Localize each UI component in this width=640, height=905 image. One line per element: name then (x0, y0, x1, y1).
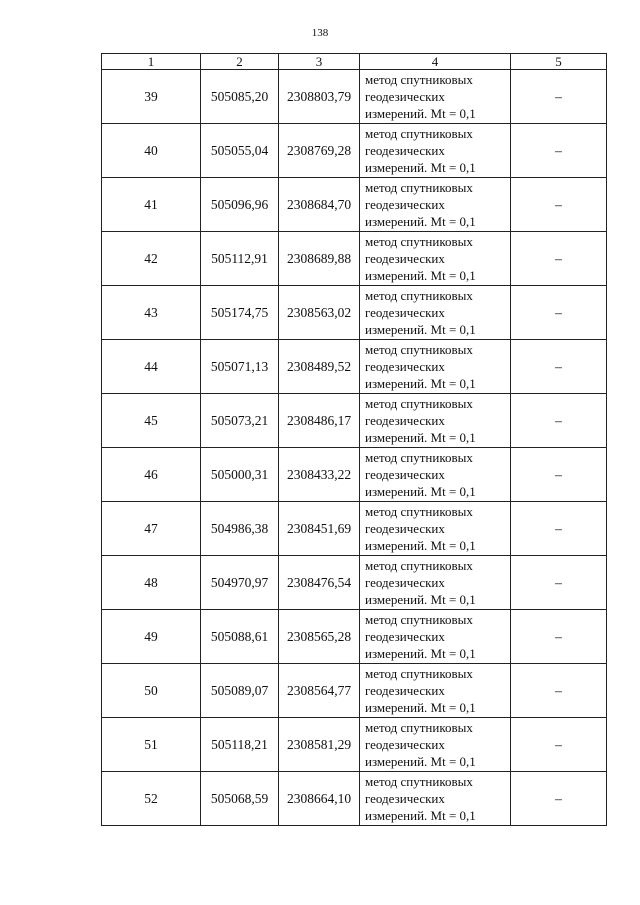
coordinates-table (101, 53, 607, 826)
method-line: геодезических (365, 629, 445, 644)
y-coordinate-cell: 2308803,79 (279, 70, 360, 124)
point-number-cell: 52 (102, 772, 201, 826)
y-coordinate-cell: 2308489,52 (279, 340, 360, 394)
method-line: метод спутниковых (365, 288, 473, 303)
point-number-cell: 41 (102, 178, 201, 232)
header-row (102, 54, 607, 70)
point-number-cell: 40 (102, 124, 201, 178)
method-line: метод спутниковых (365, 450, 473, 465)
method-cell (360, 394, 511, 448)
note-cell: – (511, 502, 607, 556)
y-coordinate-cell: 2308564,77 (279, 664, 360, 718)
method-line: измерений. Mt = 0,1 (365, 538, 476, 553)
point-number-cell: 43 (102, 286, 201, 340)
table-row (102, 286, 607, 340)
y-coordinate-cell: 2308451,69 (279, 502, 360, 556)
method-line: метод спутниковых (365, 396, 473, 411)
note-cell: – (511, 718, 607, 772)
table-row (102, 772, 607, 826)
x-coordinate-cell: 505089,07 (201, 664, 279, 718)
table-row (102, 394, 607, 448)
x-coordinate-cell: 505071,13 (201, 340, 279, 394)
method-cell (360, 448, 511, 502)
method-cell (360, 772, 511, 826)
note-cell: – (511, 286, 607, 340)
header-col-3: 3 (279, 54, 360, 70)
point-number-cell: 46 (102, 448, 201, 502)
note-cell: – (511, 448, 607, 502)
table-row (102, 502, 607, 556)
method-line: измерений. Mt = 0,1 (365, 268, 476, 283)
method-line: измерений. Mt = 0,1 (365, 106, 476, 121)
note-cell: – (511, 124, 607, 178)
method-line: измерений. Mt = 0,1 (365, 214, 476, 229)
method-line: геодезических (365, 521, 445, 536)
method-line: измерений. Mt = 0,1 (365, 484, 476, 499)
note-cell: – (511, 70, 607, 124)
point-number-cell: 48 (102, 556, 201, 610)
method-line: метод спутниковых (365, 234, 473, 249)
note-cell: – (511, 232, 607, 286)
method-cell (360, 70, 511, 124)
method-line: измерений. Mt = 0,1 (365, 808, 476, 823)
y-coordinate-cell: 2308563,02 (279, 286, 360, 340)
method-line: метод спутниковых (365, 720, 473, 735)
table-row (102, 610, 607, 664)
x-coordinate-cell: 505000,31 (201, 448, 279, 502)
method-cell (360, 502, 511, 556)
method-line: измерений. Mt = 0,1 (365, 160, 476, 175)
method-line: геодезических (365, 467, 445, 482)
method-line: измерений. Mt = 0,1 (365, 646, 476, 661)
x-coordinate-cell: 505096,96 (201, 178, 279, 232)
method-line: геодезических (365, 575, 445, 590)
header-col-2: 2 (201, 54, 279, 70)
method-line: геодезических (365, 359, 445, 374)
table-row (102, 232, 607, 286)
x-coordinate-cell: 504986,38 (201, 502, 279, 556)
method-cell (360, 124, 511, 178)
x-coordinate-cell: 505055,04 (201, 124, 279, 178)
x-coordinate-cell: 505112,91 (201, 232, 279, 286)
note-cell: – (511, 772, 607, 826)
note-cell: – (511, 178, 607, 232)
y-coordinate-cell: 2308433,22 (279, 448, 360, 502)
point-number-cell: 47 (102, 502, 201, 556)
table-row (102, 178, 607, 232)
y-coordinate-cell: 2308664,10 (279, 772, 360, 826)
method-cell (360, 178, 511, 232)
method-line: геодезических (365, 683, 445, 698)
method-line: измерений. Mt = 0,1 (365, 592, 476, 607)
y-coordinate-cell: 2308769,28 (279, 124, 360, 178)
table-row (102, 124, 607, 178)
x-coordinate-cell: 505085,20 (201, 70, 279, 124)
method-line: геодезических (365, 791, 445, 806)
page-number: 138 (311, 27, 329, 39)
y-coordinate-cell: 2308684,70 (279, 178, 360, 232)
y-coordinate-cell: 2308689,88 (279, 232, 360, 286)
y-coordinate-cell: 2308486,17 (279, 394, 360, 448)
method-cell (360, 556, 511, 610)
method-line: геодезических (365, 737, 445, 752)
x-coordinate-cell: 505073,21 (201, 394, 279, 448)
table-row (102, 556, 607, 610)
header-col-4: 4 (360, 54, 511, 70)
x-coordinate-cell: 505088,61 (201, 610, 279, 664)
note-cell: – (511, 610, 607, 664)
table-row (102, 718, 607, 772)
point-number-cell: 44 (102, 340, 201, 394)
y-coordinate-cell: 2308565,28 (279, 610, 360, 664)
method-line: геодезических (365, 197, 445, 212)
method-cell (360, 718, 511, 772)
method-line: измерений. Mt = 0,1 (365, 700, 476, 715)
point-number-cell: 51 (102, 718, 201, 772)
x-coordinate-cell: 505174,75 (201, 286, 279, 340)
point-number-cell: 50 (102, 664, 201, 718)
y-coordinate-cell: 2308581,29 (279, 718, 360, 772)
point-number-cell: 49 (102, 610, 201, 664)
method-line: метод спутниковых (365, 126, 473, 141)
table-row (102, 664, 607, 718)
method-line: измерений. Mt = 0,1 (365, 754, 476, 769)
method-line: метод спутниковых (365, 180, 473, 195)
method-line: метод спутниковых (365, 342, 473, 357)
table-row (102, 70, 607, 124)
method-line: метод спутниковых (365, 612, 473, 627)
method-line: геодезических (365, 89, 445, 104)
note-cell: – (511, 340, 607, 394)
header-col-5: 5 (511, 54, 607, 70)
note-cell: – (511, 664, 607, 718)
point-number-cell: 39 (102, 70, 201, 124)
method-line: геодезических (365, 251, 445, 266)
method-line: метод спутниковых (365, 558, 473, 573)
point-number-cell: 45 (102, 394, 201, 448)
method-line: геодезических (365, 413, 445, 428)
method-cell (360, 340, 511, 394)
method-line: измерений. Mt = 0,1 (365, 430, 476, 445)
method-cell (360, 286, 511, 340)
note-cell: – (511, 556, 607, 610)
method-line: геодезических (365, 305, 445, 320)
method-line: измерений. Mt = 0,1 (365, 376, 476, 391)
method-line: метод спутниковых (365, 72, 473, 87)
y-coordinate-cell: 2308476,54 (279, 556, 360, 610)
x-coordinate-cell: 504970,97 (201, 556, 279, 610)
method-line: геодезических (365, 143, 445, 158)
method-cell (360, 664, 511, 718)
header-col-1: 1 (102, 54, 201, 70)
x-coordinate-cell: 505068,59 (201, 772, 279, 826)
method-line: метод спутниковых (365, 774, 473, 789)
method-line: метод спутниковых (365, 666, 473, 681)
method-cell (360, 610, 511, 664)
method-cell (360, 232, 511, 286)
method-line: измерений. Mt = 0,1 (365, 322, 476, 337)
x-coordinate-cell: 505118,21 (201, 718, 279, 772)
table-row (102, 340, 607, 394)
table-row (102, 448, 607, 502)
point-number-cell: 42 (102, 232, 201, 286)
note-cell: – (511, 394, 607, 448)
method-line: метод спутниковых (365, 504, 473, 519)
